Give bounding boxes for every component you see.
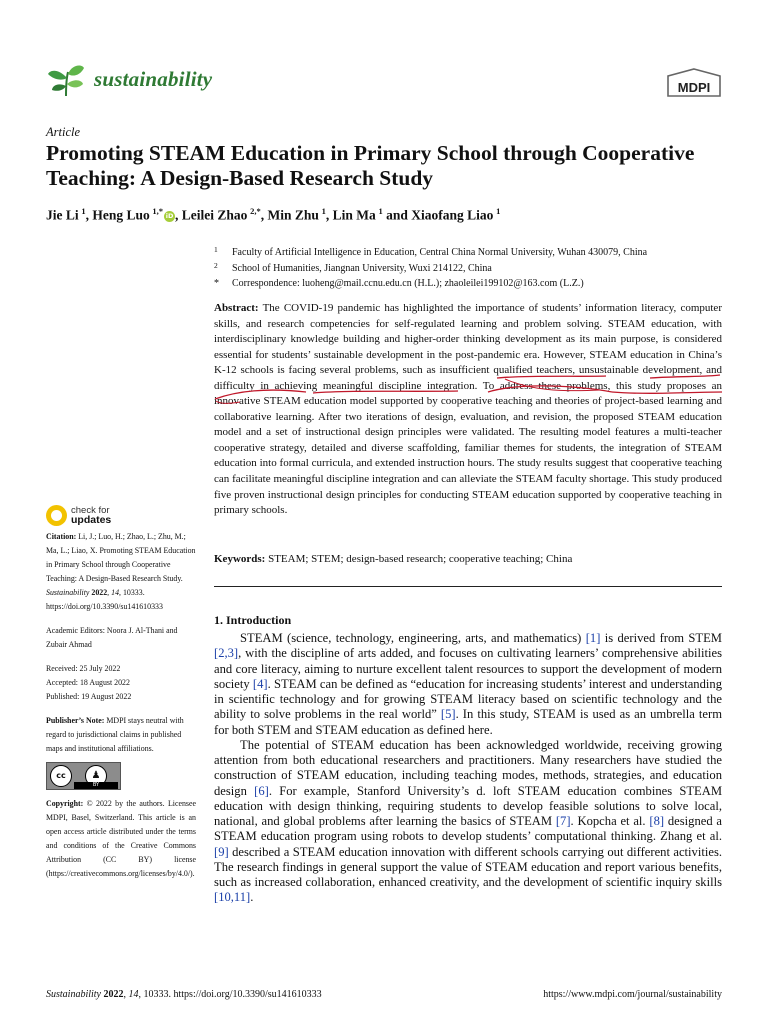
attribution-person-icon: ♟	[85, 765, 107, 787]
accepted-date: Accepted: 18 August 2022	[46, 678, 130, 687]
paragraph	[214, 738, 722, 906]
citation-link[interactable]: [6]	[254, 783, 269, 798]
author-name: Leilei Zhao	[181, 207, 248, 223]
author-affil-mark: 1	[321, 206, 326, 216]
check-updates-line2: updates	[71, 514, 112, 526]
text-run: .	[250, 890, 254, 905]
publisher-note	[46, 714, 196, 756]
citation-label: Citation:	[46, 532, 77, 541]
affiliation-text: School of Humanities, Jiangnan University, Wuxi 214122, China	[232, 262, 492, 274]
section-heading-introduction: 1. Introduction	[214, 613, 292, 627]
section-divider	[214, 586, 722, 587]
author-affil-mark: 2,*	[250, 206, 261, 216]
author-name: Xiaofang Liao	[411, 207, 494, 223]
cc-by-license-badge[interactable]	[46, 762, 121, 790]
text-run: STEAM (science, technology, engineering, arts, and mathematics)	[240, 631, 586, 645]
footer-doi[interactable]: , 10333. https://doi.org/10.3390/su141610333	[138, 989, 322, 1000]
affiliation-mark: 1	[214, 245, 218, 254]
citation-link[interactable]: [5]	[440, 707, 456, 722]
keywords	[214, 552, 722, 567]
affiliation-text: Faculty of Artificial Intelligence in Education, Central China Normal University, Wuhan 430079, China	[232, 247, 648, 258]
text-run: , with the discipline of arts added, and focuses on cultivating learners’ comprehensive abilities and core literacy, aiming to nurture excellent talent resources to support the development of modern society	[214, 646, 722, 691]
affiliation-item	[214, 261, 724, 277]
citation-volume: 14	[111, 588, 120, 597]
paragraph	[214, 631, 722, 738]
text-run: . Kopcha et al.	[570, 814, 650, 828]
orcid-icon[interactable]: iD	[165, 211, 174, 220]
copyright-label: Copyright:	[46, 799, 84, 808]
citation-text: Li, J.; Luo, H.; Zhao, L.; Zhu, M.; Ma, L.; Liao, X. Promoting STEAM Education in Primary School through Cooperative Teaching: A Design-Based Research Study.	[46, 532, 196, 583]
journal-name: sustainability	[94, 67, 213, 91]
abstract-label: Abstract:	[214, 302, 259, 314]
cc-icon: cc	[50, 765, 72, 787]
correspondence-text: Correspondence: luoheng@mail.ccnu.edu.cn (H.L.); zhaoleilei199102@163.com (L.Z.)	[232, 278, 584, 289]
affiliations	[214, 245, 724, 292]
check-for-updates-button[interactable]	[46, 505, 166, 527]
footer-volume: 14	[128, 989, 139, 1000]
affiliation-item	[214, 245, 724, 261]
publisher-note-text: MDPI stays neutral with regard to jurisdictional claims in published maps and institutional affiliations.	[46, 716, 184, 753]
abstract-text: The COVID-19 pandemic has highlighted the importance of students’ information literacy, computer skills, and research competencies for self-regulated learning and problem solving. STEAM education, with interdisciplinary knowledge building and higher-order thinking development as its main purpose, is considered essential for students’ sustainable development in the post-pandemic era. However, STEAM education in China’s K-12 schools is facing several problems, such as insufficient qualified teachers, unsustainable development, and difficulty in achieving meaningful discipline integration. To address these problems, this study proposes an innovative STEAM education model supported by cooperative teaching and theories of project-based learning and collaborative learning. After two iterations of design, evaluation, and revision, the proposed STEAM education model and a set of instructional design principles were validated. The resulting model features a multi-teacher cooperative strategy, detailed and diverse scaffolding, familiar themes for students, the integration of STEAM education into formal curricula, and extended instruction hours. The study results suggest that cooperative teaching can facilitate meaningful discipline integration and can alleviate the STEAM faculty shortage. This study produced five proven instructional design principles for conducting STEAM education supported by cooperative teaching in primary schools.	[214, 302, 722, 517]
footer-journal: Sustainability	[46, 989, 101, 1000]
text-run: . STEAM can be defined as “education for increasing students’ interest and understanding in scientific technology and for growing STEAM literacy based on scientific technology and the ability to solve problems in the real world”	[214, 676, 722, 722]
received-date: Received: 25 July 2022	[46, 664, 121, 673]
sustainability-leaf-logo	[46, 62, 86, 98]
text-run: . In this study, STEAM is used as an umbrella term for both STEM and STEAM education as defined here.	[214, 707, 722, 737]
text-run: The potential of STEAM education has been acknowledged worldwide, receiving growing attention from both educational researchers and practitioners. Many researchers have studied the construction of STEAM education, including teaching modes, methods, strategies, and education design	[214, 737, 722, 798]
affiliation-mark: 2	[214, 260, 218, 270]
citation-doi-link[interactable]: https://doi.org/10.3390/su141610333	[46, 602, 163, 611]
published-date: Published: 19 August 2022	[46, 692, 132, 701]
text-run: designed a STEAM education program using robots to develop students’ computational thinking. Zhang et al.	[214, 814, 723, 844]
author-affil-mark: 1	[496, 206, 501, 216]
correspondence-mark: *	[214, 278, 219, 289]
academic-editors: Academic Editors: Noora J. Al-Thani and Zubair Ahmad	[46, 626, 178, 649]
check-updates-line1: check for	[71, 505, 110, 516]
citation-link[interactable]: [2,3]	[214, 646, 239, 661]
author-affil-mark: 1	[378, 206, 383, 216]
author-affil-mark: 1	[81, 206, 86, 216]
footer-journal-url[interactable]: https://www.mdpi.com/journal/sustainability	[543, 989, 722, 1000]
citation-block: Citation: Li, J.; Luo, H.; Zhao, L.; Zhu, M.; Ma, L.; Liao, X. Promoting STEAM Education in Primary School through Cooperative Teaching: A Design-Based Research Study. Sustainability 2022, 14, 10333. https://doi.org/10.3390/su141610333	[46, 532, 196, 611]
citation-journal: Sustainability	[46, 588, 90, 597]
citation-link[interactable]: [8]	[649, 814, 665, 828]
text-run: described a STEAM education innovation with different schools carrying out different activities. The research findings in general support the value of STEAM education and report various benefits, such as increased collaboration, enhanced creativity, and the development of scientific inquiry skills	[214, 844, 722, 889]
author-name: Heng Luo	[92, 207, 150, 223]
check-updates-icon	[46, 505, 67, 526]
correspondence-item	[214, 276, 724, 292]
text-run: is derived from STEM	[600, 631, 723, 645]
author-name: Jie Li	[46, 207, 79, 223]
author-name: Min Zhu	[267, 207, 319, 223]
copyright-text: © 2022 by the authors. Licensee MDPI, Basel, Switzerland. This article is an open access article distributed under the terms and conditions of the Creative Commons Attribution (CC BY) license (https://creativecommons.org/licenses/by/4.0/).	[46, 799, 196, 878]
citation-link[interactable]: [10,11]	[214, 890, 251, 905]
copyright-block	[46, 797, 196, 881]
citation-link[interactable]: [4]	[252, 676, 268, 691]
footer-citation: Sustainability 2022, 14, 10333. https://doi.org/10.3390/su141610333	[46, 989, 322, 1000]
citation-link[interactable]: [7]	[555, 814, 571, 828]
mdpi-logo-text: MDPI	[677, 80, 711, 95]
mdpi-logo	[666, 68, 722, 98]
footer-year: 2022	[103, 989, 124, 1000]
citation-year: 2022	[91, 588, 108, 597]
keywords-label: Keywords:	[214, 553, 266, 565]
citation-link[interactable]: [1]	[585, 631, 601, 645]
abstract	[214, 301, 722, 519]
by-label: BY	[74, 782, 118, 789]
keywords-text: STEAM; STEM; design-based research; cooperative teaching; China	[268, 553, 573, 565]
author-affil-mark: 1,*	[152, 206, 164, 216]
article-title: Promoting STEAM Education in Primary School through Cooperative Teaching: A Design-Based Research Study	[46, 141, 695, 190]
introduction-body	[214, 631, 722, 906]
sidebar-info	[46, 530, 196, 881]
text-run: . For example, Stanford University’s d. loft STEAM education combines STEAM education with design thinking, requiring students to develop feasible solutions to solve local, national, and global problems after learning the basics of STEAM	[214, 783, 723, 828]
citation-article: , 10333.	[119, 588, 145, 597]
publisher-note-label: Publisher’s Note:	[46, 716, 105, 725]
author-name: Lin Ma	[332, 207, 376, 223]
article-type: Article	[46, 125, 81, 139]
citation-link[interactable]: [9]	[214, 844, 229, 859]
author-list: Jie Li $^1$, Heng Luo $^{1,*}$ iD , Leilei Zhao $^{2,*}$, Min Zhu $^1$, Lin Ma $^1$ and Xiaofang Liao $^1$	[46, 206, 501, 223]
